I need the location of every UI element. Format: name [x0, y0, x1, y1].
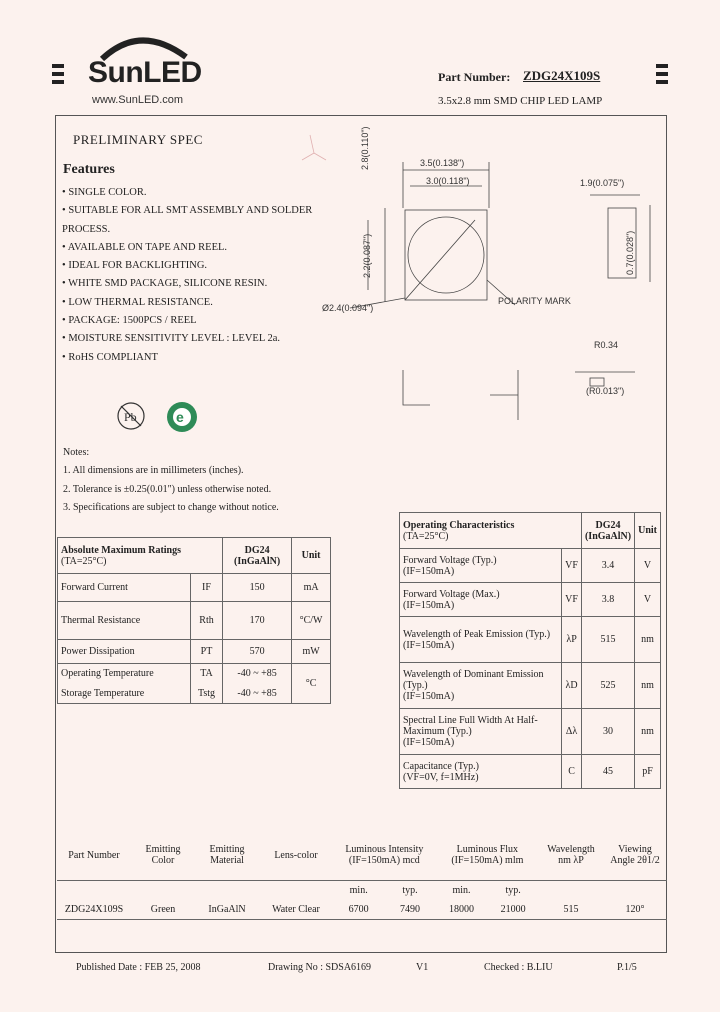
- notes-title: Notes:: [63, 447, 90, 458]
- table-row: Power Dissipation PT 570 mW: [58, 640, 331, 664]
- table-row: Operating Temperature TA -40 ~ +85 °C: [58, 664, 331, 684]
- published-date: Published Date : FEB 25, 2008: [76, 962, 201, 973]
- polarity-mark: POLARITY MARK: [498, 296, 571, 306]
- part-number-label: Part Number:: [438, 70, 511, 84]
- absolute-max-ratings-table: [57, 537, 331, 704]
- rohs-e-icon: [165, 400, 199, 434]
- table-header: Unit: [635, 513, 661, 549]
- table-row: Spectral Line Full Width At Half-Maximum (Typ.) (IF=150mA) Δλ 30 nm: [400, 709, 661, 755]
- table-row: Wavelength of Dominant Emission (Typ.) (IF=150mA) λD 525 nm: [400, 663, 661, 709]
- note-item: 3. Specifications are subject to change without notice.: [63, 501, 279, 513]
- col-part: Part Number: [68, 849, 120, 861]
- col-emit-color: Emitting Color: [145, 844, 181, 866]
- table-header: DG24 (InGaAlN): [581, 513, 634, 549]
- package-drawing: [290, 120, 665, 430]
- table-row: Forward Voltage (Typ.) (IF=150mA) VF 3.4 V: [400, 549, 661, 583]
- features-title: Features: [63, 162, 115, 177]
- version: V1: [416, 962, 429, 973]
- table-row: ZDG24X109S Green InGaAlN Water Clear 6700 7490 18000 21000 515 120°: [64, 903, 645, 915]
- part-number: ZDG24X109S: [523, 68, 601, 83]
- col-wavelength: Wavelength nm λP: [547, 844, 595, 866]
- feature-item: • SINGLE COLOR.: [62, 187, 147, 198]
- table-row: Forward Current IF 150 mA: [58, 574, 331, 602]
- feature-item: • WHITE SMD PACKAGE, SILICONE RESIN.: [62, 278, 268, 290]
- radius-label: R0.34: [594, 340, 619, 350]
- svg-text:Pb: Pb: [124, 410, 137, 424]
- checked-by: Checked : B.LIU: [484, 962, 553, 973]
- notes: [63, 444, 279, 517]
- feature-item: • PACKAGE: 1500PCS / REEL: [62, 315, 197, 327]
- left-bars-icon: [52, 64, 64, 88]
- selection-table: Part Number Emitting Color Emitting Material Lens-color Luminous Intensity (IF=150mA) mcd Luminous Flux (IF=150mA) mlm Wavelength nm λP Viewing Angle 2θ1/2 min. typ. min. typ. ZDG24X109S Green InGaAlN Water Clear 6700 7490 18000 21000 515 120°: [57, 830, 667, 920]
- col-lens: Lens-color: [274, 849, 318, 861]
- feature-item: • MOISTURE SENSITIVITY LEVEL : LEVEL 2a.: [62, 333, 281, 345]
- dim-top1: 3.5(0.138"): [420, 158, 465, 168]
- dim-right2: 0.7(0.028"): [625, 230, 635, 275]
- dim-left1: 2.8(0.110"): [360, 126, 370, 170]
- brand-logo: SunLED: [88, 56, 202, 89]
- note-item: 1. All dimensions are in millimeters (inches).: [63, 465, 244, 477]
- feature-item: • RoHS COMPLIANT: [62, 351, 158, 363]
- radius-label-in: (R0.013"): [586, 386, 625, 396]
- table-header: Operating Characteristics (TA=25°C): [400, 513, 582, 549]
- feature-item: • AVAILABLE ON TAPE AND REEL.: [62, 241, 228, 253]
- col-emit-mat: Emitting Material: [209, 844, 245, 866]
- preliminary-spec: PRELIMINARY SPEC: [73, 132, 203, 147]
- pb-free-icon: [115, 400, 147, 432]
- product-subtitle: 3.5x2.8 mm SMD CHIP LED LAMP: [438, 95, 603, 107]
- page-number: P.1/5: [617, 962, 637, 973]
- dim-right1: 1.9(0.075"): [580, 178, 625, 188]
- right-bars-icon: [656, 64, 668, 88]
- table-row: Thermal Resistance Rth 170 °C/W: [58, 602, 331, 640]
- col-lum-int: Luminous Intensity (IF=150mA) mcd: [345, 844, 424, 866]
- table-row: Forward Voltage (Max.) (IF=150mA) VF 3.8 V: [400, 583, 661, 617]
- dim-left2: 2.2(0.087"): [362, 233, 372, 278]
- note-item: 2. Tolerance is ±0.25(0.01") unless otherwise noted.: [63, 483, 272, 495]
- drawing-number: Drawing No : SDSA6169: [268, 962, 372, 973]
- col-angle: Viewing Angle 2θ1/2: [610, 844, 660, 866]
- table-header: Unit: [292, 538, 331, 574]
- brand-url[interactable]: www.SunLED.com: [92, 94, 184, 106]
- col-lum-flux: Luminous Flux (IF=150mA) mlm: [451, 844, 524, 866]
- table-header: Absolute Maximum Ratings (TA=25°C): [58, 538, 223, 574]
- dim-top2: 3.0(0.118"): [426, 176, 470, 186]
- dim-axis: Ø2.4(0.094"): [322, 303, 374, 313]
- feature-item: • SUITABLE FOR ALL SMT ASSEMBLY AND SOLDER PROCESS.: [62, 205, 313, 235]
- feature-item: • LOW THERMAL RESISTANCE.: [62, 296, 213, 308]
- table-row: Capacitance (Typ.) (VF=0V, f=1MHz) C 45 pF: [400, 755, 661, 789]
- operating-characteristics-table: [399, 512, 661, 789]
- svg-text:e: e: [176, 409, 184, 425]
- feature-item: • IDEAL FOR BACKLIGHTING.: [62, 260, 208, 272]
- table-row: Wavelength of Peak Emission (Typ.) (IF=150mA) λP 515 nm: [400, 617, 661, 663]
- table-row: Storage Temperature Tstg -40 ~ +85: [58, 684, 331, 704]
- table-header: DG24 (InGaAlN): [223, 538, 292, 574]
